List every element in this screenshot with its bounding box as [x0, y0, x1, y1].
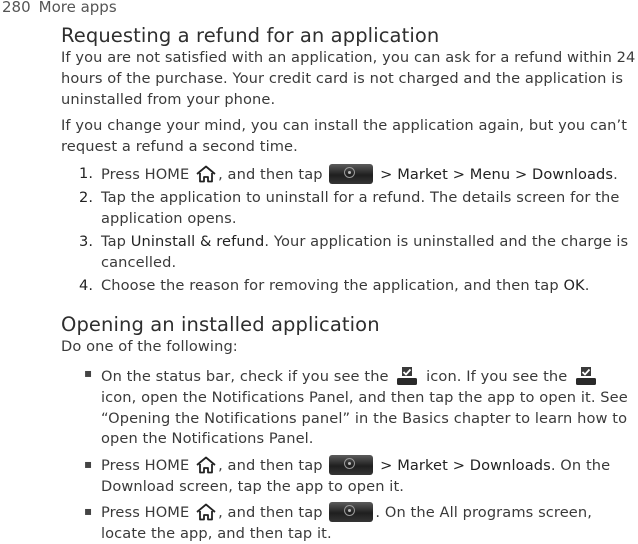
refund-step-1 — [61, 164, 638, 186]
refund-step-3 — [61, 232, 638, 274]
step-text: . — [613, 165, 618, 183]
option-text: icon, open the Notifications Panel, and then tap the app to open it. See “Opening the Notifications panel” in the Basics chapter to learn how to open the Notifications Panel. — [101, 388, 628, 448]
step-text: Tap the application to uninstall for a refund. The details screen for the application opens. — [101, 189, 620, 228]
refund-second-paragraph: If you change your mind, you can install the application again, but you can’t request a refund a second time. — [61, 117, 628, 156]
refund-intro-paragraph: If you are not satisfied with an application, you can ask for a refund within 24 hours of the purchase. Your credit card is not charged and the application is uninstalled from your phone. — [61, 49, 636, 108]
step-number: 1. — [79, 164, 94, 182]
bullet-marker: ▪ — [84, 366, 93, 381]
step-number: 2. — [79, 189, 94, 207]
all-apps-key-icon — [329, 455, 373, 475]
open-app-options — [61, 364, 638, 544]
bullet-marker: ▪ — [84, 503, 93, 518]
all-apps-key-icon — [329, 502, 373, 522]
option-text: Press HOME — [101, 456, 190, 474]
open-app-option-3 — [61, 502, 638, 544]
step-text: . — [584, 277, 590, 295]
section-title-open-app: Opening an installed application — [61, 313, 380, 337]
refund-step-4 — [61, 276, 638, 297]
open-app-option-1 — [61, 364, 638, 450]
step-text: . Your application is uninstalled and the charge is cancelled. — [101, 233, 629, 272]
page-content — [61, 24, 638, 544]
option-text: On the status bar, check if you see the — [101, 368, 389, 386]
ui-label: Uninstall & refund — [130, 233, 265, 251]
section-name: More apps — [38, 0, 117, 16]
download-complete-icon — [575, 364, 597, 386]
ui-label: OK — [563, 277, 585, 295]
home-icon — [195, 503, 217, 521]
open-app-intro: Do one of the following: — [61, 338, 238, 356]
step-text: Press HOME — [101, 165, 190, 183]
download-complete-icon — [396, 364, 418, 386]
step-text: Choose the reason for removing the application, and then tap — [101, 277, 564, 295]
ui-path: > Market > Downloads — [380, 456, 551, 474]
refund-steps — [61, 164, 638, 297]
option-text: . On the Download screen, tap the app to open it. — [101, 456, 611, 495]
option-text: . On the All programs screen, locate the app, and then tap it. — [101, 503, 592, 542]
option-text: Press HOME — [101, 503, 190, 521]
home-icon — [195, 456, 217, 474]
all-apps-key-icon — [329, 164, 373, 184]
step-number: 4. — [79, 277, 94, 295]
option-text: , and then tap — [218, 503, 323, 521]
option-text: icon. If you see the — [426, 368, 568, 386]
refund-step-2 — [61, 188, 638, 230]
page-header — [2, 0, 117, 16]
step-number: 3. — [79, 233, 94, 251]
bullet-marker: ▪ — [84, 456, 93, 471]
section-title-refund: Requesting a refund for an application — [61, 24, 440, 47]
home-icon — [195, 165, 217, 183]
step-text: Tap — [101, 233, 131, 251]
ui-path: > Market > Menu > Downloads — [380, 165, 614, 183]
option-text: , and then tap — [218, 456, 323, 474]
step-text: , and then tap — [218, 165, 323, 183]
page-number: 280 — [2, 0, 31, 16]
open-app-option-2 — [61, 455, 638, 498]
